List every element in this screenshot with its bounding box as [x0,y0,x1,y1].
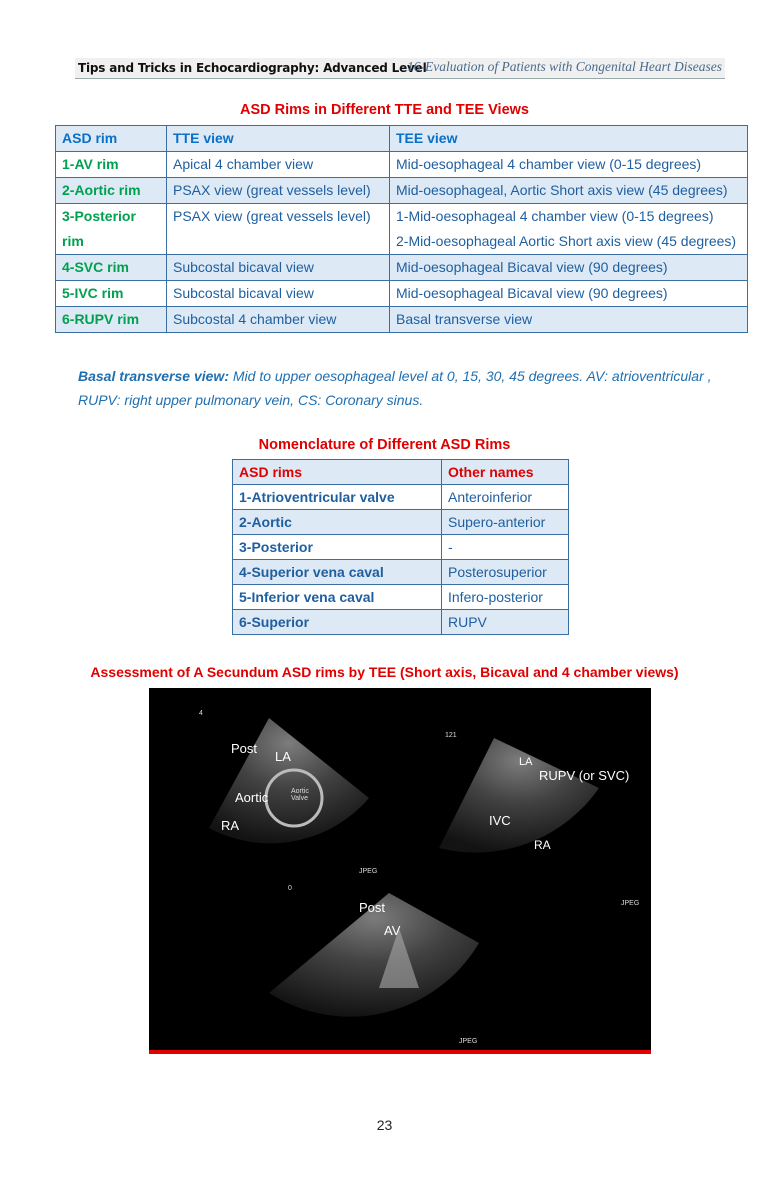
ra-label: RA [534,838,551,852]
footnote-term: Basal transverse view: [78,368,229,384]
rim-cell: 5-IVC rim [56,281,167,307]
table-row [56,204,748,255]
av-label: AV [384,923,401,938]
ivc-label: IVC [489,813,511,828]
tee-line: 2-Mid-oesophageal Aortic Short axis view (45 degrees) [396,233,737,249]
running-header [75,58,725,79]
table-header-row [56,126,748,152]
rim-name-cell: 6-Superior [233,610,442,635]
rim-line: 3-Posterior [62,208,136,224]
table-row [56,307,748,333]
angle-readout: 121 [445,732,457,739]
other-name-cell: Anteroinferior [442,485,569,510]
post-label: Post [359,900,386,915]
other-name-cell: Infero-posterior [442,585,569,610]
tte-cell: Subcostal bicaval view [167,281,390,307]
tee-cell [390,204,748,255]
tte-cell: PSAX view (great vessels level) [167,204,390,255]
table-row [233,610,569,635]
column-header: ASD rims [233,460,442,485]
other-name-cell: - [442,535,569,560]
other-name-cell: RUPV [442,610,569,635]
table-row [56,255,748,281]
table-row [233,535,569,560]
table-header-row [233,460,569,485]
table-row [56,152,748,178]
figure-caption: Assessment of A Secundum ASD rims by TEE (Short axis, Bicaval and 4 chamber views) [90,664,679,680]
rim-cell: 2-Aortic rim [56,178,167,204]
jpeg-label: JPEG [359,868,378,875]
column-header: ASD rim [56,126,167,152]
table-row [233,485,569,510]
post-label: Post [231,741,258,756]
rim-name-cell: 1-Atrioventricular valve [233,485,442,510]
la-label: LA [519,756,533,768]
rim-name-cell: 4-Superior vena caval [233,560,442,585]
table-row [233,560,569,585]
tte-cell: Subcostal 4 chamber view [167,307,390,333]
asd-rims-nomenclature-table [232,459,569,635]
table-row [233,585,569,610]
column-header: TTE view [167,126,390,152]
tee-cell: Mid-oesophageal Bicaval view (90 degrees) [390,281,748,307]
angle-readout: 4 [199,710,203,717]
book-title: Tips and Tricks in Echocardiography: Advanced Level [78,61,427,75]
rim-cell: 6-RUPV rim [56,307,167,333]
table2-caption: Nomenclature of Different ASD Rims [258,437,511,453]
rim-name-cell: 5-Inferior vena caval [233,585,442,610]
table-row [56,281,748,307]
table1-caption: ASD Rims in Different TTE and TEE Views [240,102,529,118]
aortic-valve-label: Aortic Valve [291,788,309,802]
page-number: 23 [376,1117,393,1133]
footnote-text: Mid to upper oesophageal level at 0, 15, 30, 45 degrees. AV: atrioventricular , RUPV: right upper pulmonary vein, CS: Coronary sinus. [78,368,712,408]
ra-label: RA [221,818,240,833]
column-header: TEE view [390,126,748,152]
tee-cell: Basal transverse view [390,307,748,333]
tee-line: 1-Mid-oesophageal 4 chamber view (0-15 degrees) [396,208,714,224]
rupv-label: RUPV (or SVC) [539,768,630,783]
aortic-label: Aortic [235,790,269,805]
table-row [233,510,569,535]
echo-sectors [149,688,651,1050]
rim-line: rim [62,233,84,249]
la-label: LA [275,749,291,764]
other-name-cell: Posterosuperior [442,560,569,585]
tee-echo-image [149,688,651,1050]
rim-name-cell: 2-Aortic [233,510,442,535]
rim-cell: 4-SVC rim [56,255,167,281]
angle-readout: 0 [288,885,292,892]
column-header: Other names [442,460,569,485]
tee-cell: Mid-oesophageal, Aortic Short axis view (45 degrees) [390,178,748,204]
jpeg-label: JPEG [621,900,640,907]
tte-cell: Apical 4 chamber view [167,152,390,178]
tte-cell: PSAX view (great vessels level) [167,178,390,204]
chapter-title: 16-Evaluation of Patients with Congenital Heart Diseases [407,59,722,74]
tte-cell: Subcostal bicaval view [167,255,390,281]
tee-cell: Mid-oesophageal Bicaval view (90 degrees) [390,255,748,281]
table-row [56,178,748,204]
tee-cell: Mid-oesophageal 4 chamber view (0-15 degrees) [390,152,748,178]
footnote [78,364,738,412]
figure-underline [149,1050,651,1054]
rim-name-cell: 3-Posterior [233,535,442,560]
asd-rims-views-table [55,125,748,333]
other-name-cell: Supero-anterior [442,510,569,535]
rim-cell [56,204,167,255]
jpeg-label: JPEG [459,1038,478,1045]
rim-cell: 1-AV rim [56,152,167,178]
